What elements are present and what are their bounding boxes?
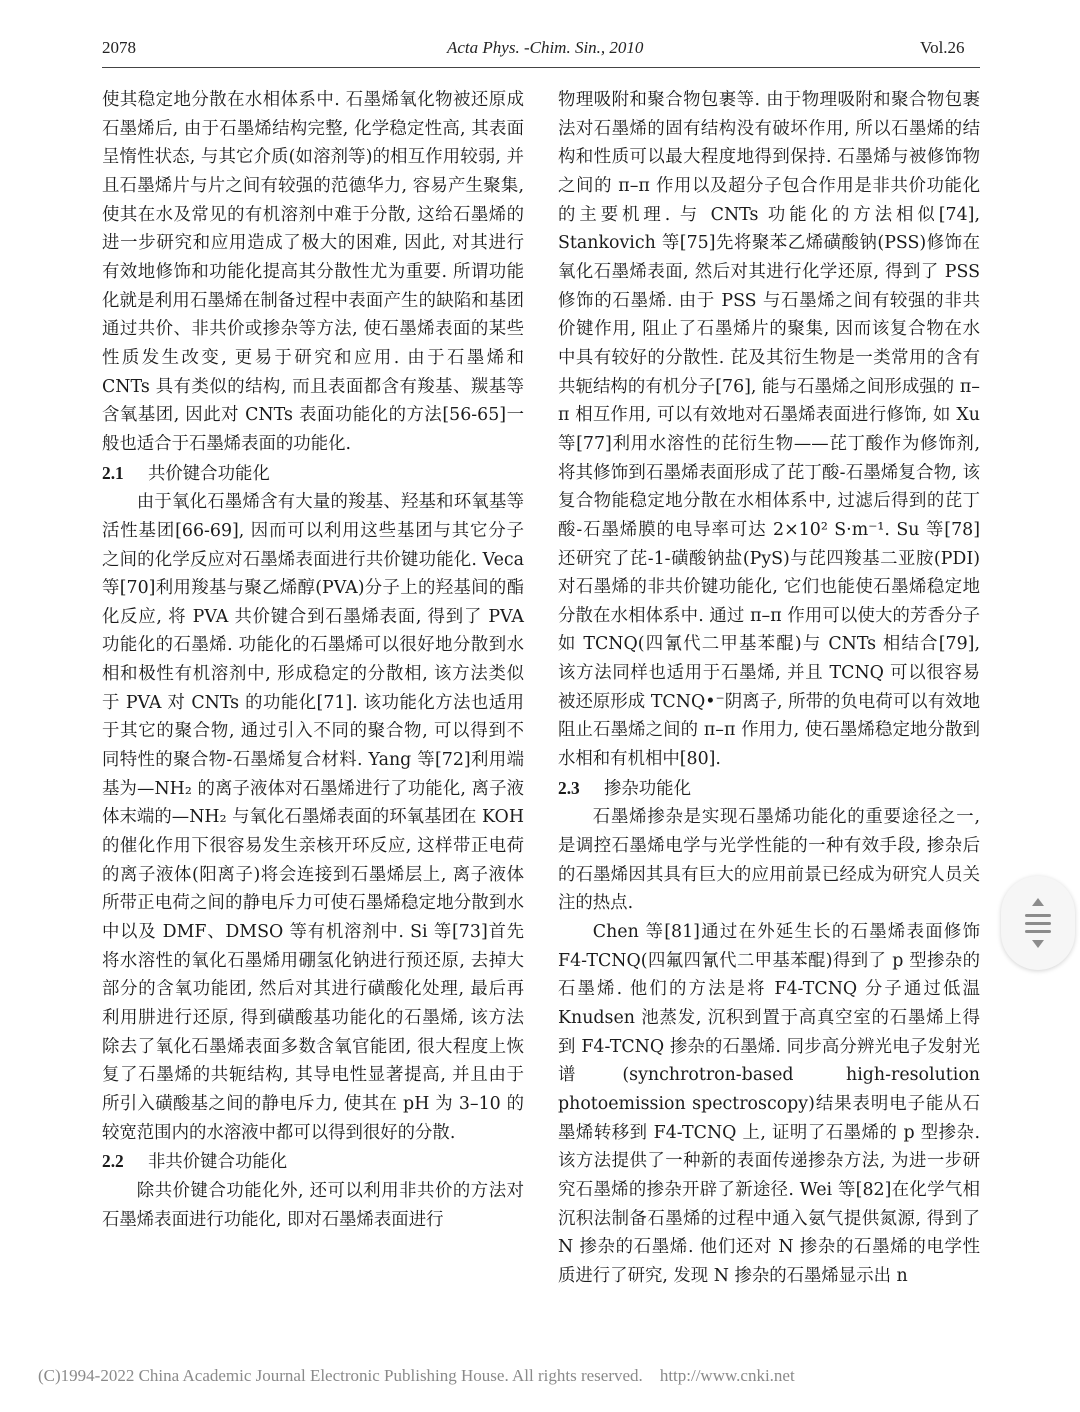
section-heading-2-3 (558, 774, 980, 804)
section-title: 掺杂功能化 (604, 778, 691, 799)
paragraph: 使其稳定地分散在水相体系中. 石墨烯氧化物被还原成石墨烯后, 由于石墨烯结构完整, 化学稳定性高, 其表面呈惰性状态, 与其它介质(如溶剂等)的相互作用较弱, 并且石墨烯片与片之间有较强的范德华力, 容易产生聚集, 使其在水及常见的有机溶剂中难于分散, 这给石墨烯的进一步研究和应用造成了极大的困难, 因此, 对其进行有效地修饰和功能化提高其分散性尤为重要. 所谓功能化就是利用石墨烯在制备过程中表面产生的缺陷和基团通过共价、非共价或掺杂等方法, 使石墨烯表面的某些性质发生改变, 更易于研究和应用. 由于石墨烯和 CNTs 具有类似的结构, 而且表面都含有羧基、羰基等含氧基团, 因此对 CNTs 表面功能化的方法[56-65]一般也适合于石墨烯表面的功能化. (102, 90, 524, 454)
paragraph: 石墨烯掺杂是实现石墨烯功能化的重要途径之一, 是调控石墨烯电学与光学性能的一种有效手段, 掺杂后的石墨烯因其具有巨大的应用前景已经成为研究人员关注的热点. (558, 807, 980, 914)
section-heading-2-1 (102, 459, 524, 489)
scroll-control-button[interactable] (1001, 876, 1075, 970)
copyright-text: (C)1994-2022 China Academic Journal Electronic Publishing House. All rights reserved. (38, 1366, 643, 1385)
paragraph: 除共价键合功能化外, 还可以利用非共价的方法对石墨烯表面进行功能化, 即对石墨烯表面进行 (102, 1180, 524, 1230)
paragraph: 由于氧化石墨烯含有大量的羧基、羟基和环氧基等活性基团[66-69], 因而可以利用这些基团与其它分子之间的化学反应对石墨烯表面进行共价键功能化. Veca 等[70]利用羧基与聚乙烯醇(PVA)分子上的羟基间的酯化反应, 将 PVA 共价键合到石墨烯表面, 得到了 PVA 功能化的石墨烯. 功能化的石墨烯可以很好地分散到水相和极性有机溶剂中, 形成稳定的分散相, 该方法类似于 PVA 对 CNTs 的功能化[71]. 该功能化方法也适用于其它的聚合物, 通过引入不同的聚合物, 可以得到不同特性的聚合物-石墨烯复合材料. Yang 等[72]利用端基为—NH₂ 的离子液体对石墨烯进行了功能化, 离子液体末端的—NH₂ 与氧化石墨烯表面的环氧基团在 KOH 的催化作用下很容易发生亲核开环反应, 这样带正电荷的离子液体(阳离子)将会连接到石墨烯层上, 离子液体所带正电荷之间的静电斥力可使石墨烯稳定地分散到水中以及 DMF、DMSO 等有机溶剂中. Si 等[73]首先将水溶性的氧化石墨烯用硼氢化钠进行预还原, 去掉大部分的含氧功能团, 然后对其进行磺酸化处理, 最后再利用肼进行还原, 得到磺酸基功能化的石墨烯, 该方法除去了氧化石墨烯表面多数含氧官能团, 很大程度上恢复了石墨烯的共轭结构, 其导电性显著提高, 并且由于所引入磺酸基之间的静电斥力, 使其在 pH 为 3–10 的较宽范围内的水溶液中都可以得到很好的分散. (102, 492, 524, 1143)
page-number: 2078 (102, 38, 136, 57)
paragraph: Chen 等[81]通过在外延生长的石墨烯表面修饰 F4-TCNQ(四氟四氰代二甲基苯醌)得到了 p 型掺杂的石墨烯. 他们的方法是将 F4-TCNQ 分子通过低温 Knudsen 池蒸发, 沉积到置于高真空室的石墨烯上得到 F4-TCNQ 掺杂的石墨烯. 同步高分辨光电子发射光谱(synchrotron-based high-resolution photoemission spectroscopy)结果表明电子能从石墨烯转移到 F4-TCNQ 上, 证明了石墨烯的 p 型掺杂. 该方法提供了一种新的表面传递掺杂方法, 为进一步研究石墨烯的掺杂开辟了新途径. Wei 等[82]在化学气相沉积法制备石墨烯的过程中通入氨气提供氮源, 得到了 N 掺杂的石墨烯. 他们还对 N 掺杂的石墨烯的电学性质进行了研究, 发现 N 掺杂的石墨烯显示出 n (558, 922, 980, 1286)
journal-title: Acta Phys. -Chim. Sin., 2010 (447, 38, 644, 57)
left-column (102, 86, 524, 1234)
section-number: 2.2 (102, 1151, 124, 1172)
copyright-footer (38, 1366, 795, 1386)
section-number: 2.3 (558, 777, 580, 798)
footer-url: http://www.cnki.net (659, 1366, 795, 1385)
section-title: 共价键合功能化 (148, 463, 270, 484)
header-rule (102, 67, 980, 68)
right-column (558, 86, 980, 1291)
paragraph: 物理吸附和聚合物包裹等. 由于物理吸附和聚合物包裹法对石墨烯的固有结构没有破坏作用, 所以石墨烯的结构和性质可以最大程度地得到保持. 石墨烯与被修饰物之间的 π–π 作用以及超分子包合作用是非共价功能化的主要机理. 与 CNTs 功能化的方法相似[74], Stankovich 等[75]先将聚苯乙烯磺酸钠(PSS)修饰在氧化石墨烯表面, 然后对其进行化学还原, 得到了 PSS 修饰的石墨烯. 由于 PSS 与石墨烯之间有较强的非共价键作用, 阻止了石墨烯片的聚集, 因而该复合物在水中具有较好的分散性. 芘及其衍生物是一类常用的含有共轭结构的有机分子[76], 能与石墨烯之间形成强的 π–π 相互作用, 可以有效地对石墨烯表面进行修饰, 如 Xu 等[77]利用水溶性的芘衍生物——芘丁酸作为修饰剂, 将其修饰到石墨烯表面形成了芘丁酸-石墨烯复合物, 该复合物能稳定地分散在水相体系中, 过滤后得到的芘丁酸-石墨烯膜的电导率可达 2×10² S·m⁻¹. Su 等[78]还研究了芘-1-磺酸钠盐(PyS)与芘四羧基二亚胺(PDI)对石墨烯的非共价键功能化, 它们也能使石墨烯稳定地分散在水相体系中. 通过 π–π 作用可以使大的芳香分子如 TCNQ(四氰代二甲基苯醌)与 CNTs 相结合[79], 该方法同样也适用于石墨烯, 并且 TCNQ 可以很容易被还原形成 TCNQ•⁻阴离子, 所带的负电荷可以有效地阻止石墨烯之间的 π–π 作用力, 使石墨烯稳定地分散到水相和有机相中[80]. (558, 90, 980, 770)
scroll-updown-icon (1001, 876, 1075, 970)
section-heading-2-2 (102, 1147, 524, 1177)
volume-label: Vol.26 (920, 38, 965, 57)
section-number: 2.1 (102, 462, 124, 483)
section-title: 非共价键合功能化 (148, 1152, 288, 1173)
